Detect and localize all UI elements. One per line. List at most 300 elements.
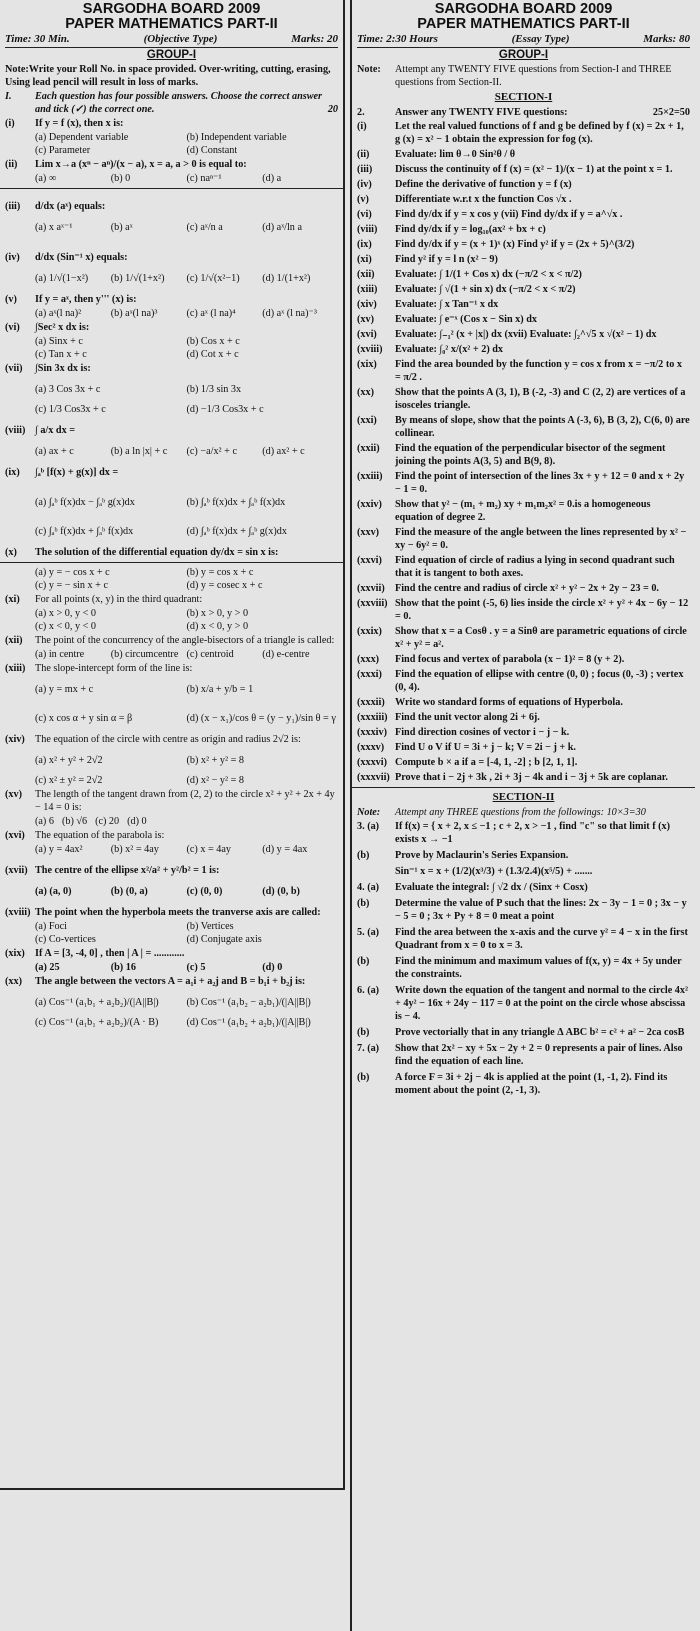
long-question	[357, 849, 690, 862]
mcq-options	[5, 961, 338, 974]
question-number: (xxxvi)	[357, 757, 387, 768]
question-text: Evaluate the integral: ∫ √2 dx / (Sinx + Cosx)	[395, 882, 588, 893]
short-question	[357, 741, 690, 754]
short-question	[357, 343, 690, 356]
spacer	[5, 376, 338, 383]
option[interactable]: (a) ∫ₐᵇ f(x)dx − ∫ₐᵇ g(x)dx	[35, 497, 135, 508]
spacer	[5, 696, 338, 712]
mcq-item	[5, 158, 338, 171]
option[interactable]: (a) in centre	[35, 649, 85, 660]
mcq-item	[5, 321, 338, 334]
option[interactable]: (d) x < 0, y > 0	[186, 621, 249, 632]
option[interactable]: (d) (x − x₁)/cos θ = (y − y₁)/sin θ = γ	[186, 713, 336, 724]
question-number: (xviii)	[357, 344, 383, 355]
option[interactable]: (a) 1/√(1−x²)	[35, 273, 89, 284]
long-question	[357, 897, 690, 923]
question-number: (xvi)	[357, 329, 377, 340]
mcq-item	[5, 424, 338, 437]
left-group-title: GROUP-I	[146, 49, 197, 61]
question-text: Differentiate w.r.t x the function Cos √x .	[395, 194, 572, 205]
question-number: (b)	[357, 898, 370, 909]
spacer	[5, 747, 338, 754]
mcq-item	[5, 593, 338, 606]
option[interactable]: (c) x = 4ay	[186, 844, 231, 855]
question-number: (xxxv)	[357, 742, 385, 753]
question-number: (xxix)	[357, 626, 382, 637]
question-text: Find dy/dx if y = (x + 1)ˣ (x) Find y² if y = (2x + 5)^(3/2)	[395, 239, 635, 250]
question-number: (xx)	[357, 387, 374, 398]
note2-label: Note:	[357, 807, 381, 818]
instruction-number: I.	[5, 91, 12, 102]
long-question	[357, 865, 690, 878]
option[interactable]: (d) y = 4ax	[262, 844, 308, 855]
question-text: Prove by Maclaurin's Series Expansion.	[395, 850, 569, 861]
short-question	[357, 597, 690, 623]
question-text: Show that x = a Cosθ . y = a Sinθ are parametric equations of circle x² + y² = a².	[395, 626, 687, 650]
option[interactable]: (c) Tan x + c	[35, 349, 87, 360]
short-questions-list	[357, 120, 690, 784]
q2-header	[357, 106, 690, 119]
option[interactable]: (c) −a/x² + c	[186, 446, 237, 457]
long-question	[357, 1042, 690, 1068]
question-number: 5. (a)	[357, 927, 380, 938]
mcq-text: The point of the concurrency of the angle-bisectors of a triangle is called:	[35, 635, 335, 646]
right-marks: Marks: 80	[643, 33, 690, 45]
short-question	[357, 696, 690, 709]
option[interactable]: (d) 1/(1+x²)	[262, 273, 311, 284]
question-text: Evaluate: ∫₀² x/(x² + 2) dx	[395, 344, 504, 355]
long-question	[357, 881, 690, 894]
question-number: (xxxiv)	[357, 727, 387, 738]
question-text: Show that y² − (m₁ + m₂) xy + m₁m₂x² = 0.is a homogeneous equation of degree 2.	[395, 499, 651, 523]
option[interactable]: (b) √6	[61, 816, 88, 827]
option[interactable]: (c) x < 0, y < 0	[35, 621, 97, 632]
mcq-item	[5, 788, 338, 814]
mcq-options	[5, 712, 338, 725]
option[interactable]: (b) aˣ(l na)³	[110, 308, 158, 319]
option[interactable]: (a) 25	[35, 962, 60, 973]
option[interactable]: (a) y = 4ax²	[35, 844, 83, 855]
question-text: Let the real valued functions of f and g be defined by f (x) = 2x + 1, g (x) = x² − 1 obtain the expression for fog (x).	[395, 121, 684, 145]
option[interactable]: (a) x aˣ⁻¹	[35, 222, 73, 233]
short-question	[357, 163, 690, 176]
question-number: (xiv)	[357, 299, 377, 310]
question-text: Find the minimum and maximum values of f(x, y) = 4x + 5y under the constraints.	[395, 956, 682, 980]
option[interactable]: (a) y = − cos x + c	[35, 567, 110, 578]
question-number: (i)	[357, 121, 367, 132]
question-text: Show that the point (-5, 6) lies inside the circle x² + y² + 4x − 6y − 12 = 0.	[395, 598, 689, 622]
short-question	[357, 268, 690, 281]
short-question	[357, 470, 690, 496]
short-question	[357, 253, 690, 266]
mcq-number: (xvi)	[5, 830, 25, 841]
option[interactable]: (d) 0	[262, 962, 283, 973]
option[interactable]: (b) y = cos x + c	[186, 567, 254, 578]
short-question	[357, 498, 690, 524]
spacer	[5, 989, 338, 996]
short-question	[357, 711, 690, 724]
option[interactable]: (d) ax² + c	[262, 446, 305, 457]
mcq-number: (v)	[5, 294, 17, 305]
question-number: (ix)	[357, 239, 372, 250]
mcq-text: The equation of the circle with centre as origin and radius 2√2 is:	[35, 734, 301, 745]
option[interactable]: (d) aˣ (l na)⁻³	[262, 308, 317, 319]
question-number: (xi)	[357, 254, 372, 265]
option[interactable]: (a) ∞	[35, 173, 57, 184]
option[interactable]: (b) Vertices	[186, 921, 234, 932]
question-text: A force F = 3i + 2j − 4k is applied at the point (1, -1, 2). Find its moment about the point (2, -1, 3).	[395, 1072, 668, 1096]
mcq-options	[5, 920, 338, 946]
mcq-options	[5, 496, 338, 509]
left-marks: Marks: 20	[291, 33, 338, 45]
question-text: Sin⁻¹ x = x + (1/2)(x³/3) + (1.3/2.4)(x⁵/5) + .......	[395, 866, 593, 877]
question-number: (xv)	[357, 314, 374, 325]
spacer	[5, 856, 338, 863]
option[interactable]: (a) (a, 0)	[35, 886, 72, 897]
option[interactable]: (c) aˣ/n a	[186, 222, 223, 233]
option[interactable]: (c) 20	[95, 816, 120, 827]
option[interactable]: (a) ax + c	[35, 446, 74, 457]
option[interactable]: (b) aˣ	[110, 222, 133, 233]
short-question	[357, 358, 690, 384]
long-question	[357, 1071, 690, 1097]
option[interactable]: (b) x > 0, y > 0	[186, 608, 249, 619]
short-question	[357, 442, 690, 468]
option[interactable]: (d) aˣ/ln a	[262, 222, 302, 233]
divider	[0, 562, 343, 563]
question-text: Find dy/dx if y = x cos y (vii) Find dy/dx if y = a^√x .	[395, 209, 623, 220]
option[interactable]: (b) 1/√(1+x²)	[110, 273, 165, 284]
option[interactable]: (a) y = mx + c	[35, 684, 94, 695]
divider	[352, 787, 695, 788]
short-question	[357, 328, 690, 341]
mcq-number: (xix)	[5, 948, 25, 959]
mcq-text: If A = [3, -4, 0] , then | A | = ............	[35, 948, 185, 959]
mcq-number: (xvii)	[5, 865, 28, 876]
short-question	[357, 668, 690, 694]
spacer	[5, 234, 338, 250]
option[interactable]: (c) Parameter	[35, 145, 91, 156]
option[interactable]: (d) −1/3 Cos3x + c	[186, 404, 264, 415]
mcq-item	[5, 662, 338, 675]
mcq-text: For all points (x, y) in the third quadrant:	[35, 594, 203, 605]
question-text: Show that the points A (3, 1), B (-2, -3) and C (2, 2) are vertices of a isosceles triangle.	[395, 387, 686, 411]
short-question	[357, 208, 690, 221]
question-text: Find y² if y = l n (x² − 9)	[395, 254, 498, 265]
short-question	[357, 298, 690, 311]
mcq-number: (viii)	[5, 425, 26, 436]
option[interactable]: (d) Constant	[186, 145, 238, 156]
option[interactable]: (d) Cot x + c	[186, 349, 239, 360]
mcq-item	[5, 251, 338, 264]
option[interactable]: (c) naⁿ⁻¹	[186, 173, 222, 184]
question-text: Find dy/dx if y = log₁₀(ax² + bx + c)	[395, 224, 546, 235]
mcq-options	[5, 335, 338, 361]
short-question	[357, 756, 690, 769]
question-text: Find focus and vertex of parabola (x − 1)² = 8 (y + 2).	[395, 654, 625, 665]
instruction-text	[35, 90, 338, 116]
mcq-text: ∫Sin 3x dx is:	[35, 363, 91, 374]
short-question	[357, 178, 690, 191]
question-text: Determine the value of P such that the lines: 2x − 3y − 1 = 0 ; 3x − y − 5 = 0 ; 3x + Py + 8 = 0 meat a point	[395, 898, 687, 922]
option[interactable]: (d) x² − y² = 8	[186, 775, 244, 786]
question-number: 7. (a)	[357, 1043, 380, 1054]
question-number: (xxvii)	[357, 583, 385, 594]
left-time: Time: 30 Min.	[5, 33, 70, 45]
option[interactable]: (c) 5	[186, 962, 206, 973]
mcq-text: The point when the hyperbola meets the tranverse axis are called:	[35, 907, 321, 918]
short-question	[357, 414, 690, 440]
option[interactable]: (b) x/a + y/b = 1	[186, 684, 254, 695]
mcq-options	[5, 307, 338, 320]
mcq-options	[5, 445, 338, 458]
question-text: Define the derivative of function y = f (x)	[395, 179, 572, 190]
option[interactable]: (a) Cos⁻¹ (a₁b₁ + a₂b₂)/(|A||B|)	[35, 997, 159, 1008]
option[interactable]: (c) (0, 0)	[186, 886, 223, 897]
option[interactable]: (b) (0, a)	[110, 886, 148, 897]
question-text: Evaluate: ∫ 1/(1 + Cos x) dx (−π/2 < x < π/2)	[395, 269, 582, 280]
note-label: Note:	[357, 64, 381, 75]
question-number: (vi)	[357, 209, 372, 220]
right-group-title: GROUP-I	[498, 49, 549, 61]
short-question	[357, 726, 690, 739]
mcq-number: (vi)	[5, 322, 20, 333]
question-number	[357, 865, 395, 878]
mcq-item	[5, 200, 338, 213]
long-question	[357, 1026, 690, 1039]
short-question	[357, 148, 690, 161]
mcq-number: (xi)	[5, 594, 20, 605]
question-text: By means of slope, show that the points A (-3, 6), B (3, 2), C(6, 0) are collinear.	[395, 415, 690, 439]
question-text: Evaluate: ∫ √(1 + sin x) dx (−π/2 < x < π/2)	[395, 284, 576, 295]
option[interactable]: (a) Sinx + c	[35, 336, 83, 347]
mcq-options	[5, 383, 338, 396]
question-number: (xxi)	[357, 415, 377, 426]
option[interactable]: (b) Cos⁻¹ (a₁b₂ − a₂b₁)/(|A||B|)	[186, 997, 311, 1008]
option[interactable]: (a) x² + y² + 2√2	[35, 755, 103, 766]
short-question	[357, 193, 690, 206]
option[interactable]: (d) ∫ₐᵇ f(x)dx + ∫ₐᵇ g(x)dx	[186, 526, 287, 537]
option[interactable]: (c) y = − sin x + c	[35, 580, 108, 591]
question-number: (xxiii)	[357, 471, 383, 482]
mcq-number: (xii)	[5, 635, 23, 646]
option[interactable]: (b) circumcentre	[110, 649, 179, 660]
option[interactable]: (c) aˣ (l na)⁴	[186, 308, 236, 319]
left-type: (Objective Type)	[143, 33, 218, 45]
option[interactable]: (c) Co-vertices	[35, 934, 96, 945]
section-2-title: SECTION-II	[492, 791, 555, 803]
short-question	[357, 313, 690, 326]
mcq-number: (iii)	[5, 201, 21, 212]
spacer	[5, 438, 338, 445]
divider	[0, 188, 343, 189]
option[interactable]: (d) (0, b)	[262, 886, 300, 897]
question-text: Find U o V if U = 3i + j − k; V = 2i − j + k.	[395, 742, 576, 753]
question-text: Write wo standard forms of equations of Hyperbola.	[395, 697, 623, 708]
left-title-board: SARGODHA BOARD 2009	[82, 1, 261, 17]
question-number: (b)	[357, 956, 370, 967]
mcq-text: The length of the tangent drawn from (2, 2) to the circle x² + y² + 2x + 4y − 14 = 0 is:	[35, 789, 335, 813]
option[interactable]: (a) 6	[35, 816, 54, 827]
mcq-text: Lim x→a (xⁿ − aⁿ)/(x − a), x = a, a > 0 is equal to:	[35, 159, 247, 170]
mcq-number: (vii)	[5, 363, 23, 374]
mcq-item	[5, 466, 338, 479]
option[interactable]: (a) Foci	[35, 921, 67, 932]
q2-number: 2.	[357, 107, 365, 118]
instruction-row	[5, 90, 338, 116]
question-text: Find the area bounded by the function y = cos x from x = −π/2 to x = π/2 .	[395, 359, 682, 383]
mcq-options	[5, 607, 338, 633]
mcq-options	[5, 221, 338, 234]
mcq-options	[5, 683, 338, 696]
question-number: (xiii)	[357, 284, 378, 295]
question-text: Find the unit vector along 2i + 6j.	[395, 712, 540, 723]
option[interactable]: (a) x > 0, y < 0	[35, 608, 97, 619]
option[interactable]: (c) Cos⁻¹ (a₁b₁ + a₂b₂)/(A · B)	[35, 1017, 159, 1028]
mcq-item	[5, 975, 338, 988]
option[interactable]: (d) y = cosec x + c	[186, 580, 263, 591]
question-number: 6. (a)	[357, 985, 380, 996]
mcq-text: ∫ₐᵇ [f(x) + g(x)] dx =	[35, 467, 119, 478]
mcq-number: (xv)	[5, 789, 22, 800]
spacer	[5, 538, 338, 545]
spacer	[5, 480, 338, 496]
section-1-title: SECTION-I	[494, 91, 553, 103]
spacer	[5, 192, 338, 199]
q2-body: Answer any TWENTY FIVE questions:	[395, 107, 568, 118]
long-question	[357, 926, 690, 952]
mcq-text: The angle between the vectors A = a₁i + a₂j and B = b₁i + b₂j is:	[35, 976, 306, 987]
mcq-text: If y = f (x), then x is:	[35, 118, 124, 129]
mcq-text: The solution of the differential equation dy/dx = sin x is:	[35, 547, 279, 558]
spacer	[5, 265, 338, 272]
question-text: Evaluate: ∫ e⁻ˣ (Cos x − Sin x) dx	[395, 314, 537, 325]
mcq-item	[5, 117, 338, 130]
mcq-text: ∫ a/x dx =	[35, 425, 76, 436]
question-text: Find the equation of the perpendicular bisector of the segment joining the points A(3, 5) and B(9, 8).	[395, 443, 666, 467]
long-question	[357, 984, 690, 1023]
option[interactable]: (a) Dependent variable	[35, 132, 129, 143]
long-question	[357, 820, 690, 846]
long-question	[357, 955, 690, 981]
question-number: (xxx)	[357, 654, 380, 665]
spacer	[5, 1009, 338, 1016]
option[interactable]: (b) x² + y² = 8	[186, 755, 244, 766]
mcq-item	[5, 947, 338, 960]
question-text: Evaluate: ∫₋₁² (x + |x|) dx (xvii) Evaluate: ∫₂^√5 x √(x² − 1) dx	[395, 329, 657, 340]
mcq-options	[5, 403, 338, 416]
option[interactable]: (a) 3 Cos 3x + c	[35, 384, 101, 395]
option[interactable]: (b) x² = 4ay	[110, 844, 159, 855]
option[interactable]: (d) Cos⁻¹ (a₁b₂ + a₂b₁)/(|A||B|)	[186, 1017, 311, 1028]
spacer	[5, 725, 338, 732]
question-text: Evaluate: ∫ x Tan⁻¹ x dx	[395, 299, 499, 310]
option[interactable]: (a) aˣ(l na)²	[35, 308, 82, 319]
option[interactable]: (c) ∫ₐᵇ f(x)dx + ∫ₐᵇ f(x)dx	[35, 526, 134, 537]
mcq-number: (i)	[5, 118, 15, 129]
mcq-options	[5, 648, 338, 661]
option[interactable]: (b) 16	[110, 962, 136, 973]
question-number: (xxviii)	[357, 598, 388, 609]
option[interactable]: (b) Cos x + c	[186, 336, 240, 347]
option[interactable]: (d) a	[262, 173, 282, 184]
mcq-number: (iv)	[5, 252, 20, 263]
option[interactable]: (d) e-centre	[262, 649, 310, 660]
spacer	[5, 509, 338, 525]
question-text: Find the measure of the angle between the lines represented by x² − xy − 6y² = 0.	[395, 527, 687, 551]
right-title-paper: PAPER MATHEMATICS PART-II	[417, 16, 630, 32]
option[interactable]: (c) centroid	[186, 649, 234, 660]
mcq-number: (ix)	[5, 467, 20, 478]
question-number: 3. (a)	[357, 821, 380, 832]
mcq-item	[5, 864, 338, 877]
mcq-item	[5, 293, 338, 306]
mcq-options	[5, 525, 338, 538]
option[interactable]: (d) 0	[127, 816, 147, 827]
question-text: Find the centre and radius of circle x² + y² − 2x + 2y − 23 = 0.	[395, 583, 659, 594]
option[interactable]: (c) x² ± y² = 2√2	[35, 775, 103, 786]
option[interactable]: (d) Conjugate axis	[186, 934, 262, 945]
spacer	[5, 214, 338, 221]
mcq-number: (xiv)	[5, 734, 25, 745]
left-note: Note:Write your Roll No. in space provided. Over-writing, cutting, erasing, Using lead pencil will result in loss of marks.	[5, 64, 331, 88]
right-meta-row	[357, 32, 690, 48]
left-title-paper: PAPER MATHEMATICS PART-II	[65, 16, 278, 32]
option[interactable]: (c) 1/√(x²−1)	[186, 273, 240, 284]
option[interactable]: (b) ∫ₐᵇ f(x)dx + ∫ₐᵇ f(x)dx	[186, 497, 286, 508]
question-text: Write down the equation of the tangent and normal to the circle 4x² + 4y² − 16x + 24y − 117 = 0 at the point on the circle whose abscissa is − 4.	[395, 985, 689, 1022]
mcq-text: ∫Sec² x dx is:	[35, 322, 90, 333]
mcq-options	[5, 754, 338, 767]
spacer	[5, 676, 338, 683]
question-number: (xxxii)	[357, 697, 385, 708]
option[interactable]: (b) Independent variable	[186, 132, 287, 143]
short-question	[357, 625, 690, 651]
question-number: (xxvi)	[357, 555, 382, 566]
question-text: Compute b × a if a = [-4, 1, -2] ; b [2, 1, 1].	[395, 757, 578, 768]
question-number: (v)	[357, 194, 369, 205]
option[interactable]: (b) 0	[110, 173, 131, 184]
mcq-number: (xiii)	[5, 663, 26, 674]
mcq-text: The slope-intercept form of the line is:	[35, 663, 193, 674]
question-number: (ii)	[357, 149, 370, 160]
right-time: Time: 2:30 Hours	[357, 33, 438, 45]
short-question	[357, 283, 690, 296]
short-question	[357, 653, 690, 666]
option[interactable]: (c) x cos α + y sin α = β	[35, 713, 133, 724]
option[interactable]: (c) 1/3 Cos3x + c	[35, 404, 106, 415]
spacer	[5, 878, 338, 885]
mcq-item	[5, 546, 338, 559]
option[interactable]: (b) a ln |x| + c	[110, 446, 168, 457]
question-text: Find equation of circle of radius a lying in second quadrant such that it is tangent to both axes.	[395, 555, 675, 579]
mcq-options	[5, 272, 338, 285]
mcq-options	[5, 815, 338, 828]
question-text: Evaluate: lim θ→0 Sin²θ / θ	[395, 149, 516, 160]
mcq-text: If y = aˣ, then y''' (x) is:	[35, 294, 137, 305]
question-number: (xxxvii)	[357, 772, 390, 783]
mcq-number: (xx)	[5, 976, 22, 987]
mcq-text: The equation of the parabola is:	[35, 830, 165, 841]
mcq-options	[5, 774, 338, 787]
mcq-item	[5, 829, 338, 842]
question-number: (xii)	[357, 269, 375, 280]
question-number: (xxxi)	[357, 669, 382, 680]
question-number: (viii)	[357, 224, 378, 235]
question-number: (xxxiii)	[357, 712, 388, 723]
option[interactable]: (b) 1/3 sin 3x	[186, 384, 242, 395]
question-text: Find the point of intersection of the lines 3x + y + 12 = 0 and x + 2y − 1 = 0.	[395, 471, 685, 495]
